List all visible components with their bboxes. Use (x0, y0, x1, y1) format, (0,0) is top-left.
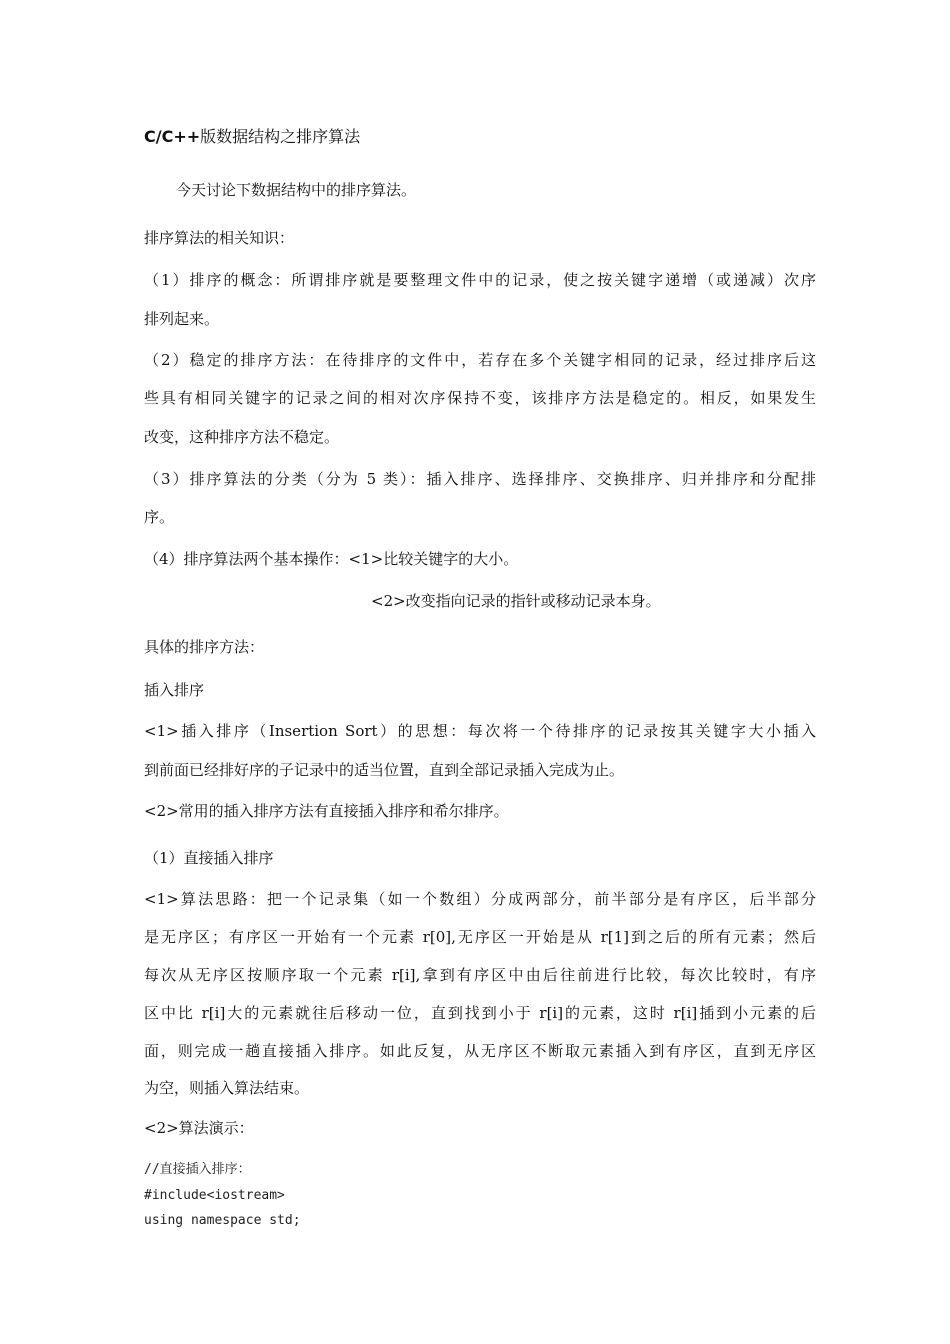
direct-idea-line-5: 面，则完成一趟直接插入排序。如此反复，从无序区不断取元素插入到有序区，直到无序区 (144, 1042, 816, 1060)
point-3-line-1: （3）排序算法的分类（分为 5 类）：插入排序、选择排序、交换排序、归并排序和分配排 (144, 470, 816, 488)
insertion-common: <2>常用的插入排序方法有直接插入排序和希尔排序。 (144, 802, 509, 820)
title-latin: C/C++ (144, 127, 201, 146)
insertion-idea-line-1: <1>插入排序（Insertion Sort）的思想：每次将一个待排序的记录按其关键字大小插入 (144, 722, 816, 740)
direct-idea-line-6: 为空，则插入算法结束。 (144, 1079, 310, 1097)
demo-heading: <2>算法演示： (144, 1119, 254, 1137)
point-1-line-2: 排列起来。 (144, 310, 220, 328)
direct-idea-line-3: 每次从无序区按顺序取一个元素 r[i],拿到有序区中由后往前进行比较，每次比较时，有序 (144, 966, 816, 984)
code-line-2: #include<iostream> (144, 1188, 285, 1203)
intro-paragraph: 今天讨论下数据结构中的排序算法。 (176, 181, 417, 199)
direct-insertion-heading: （1）直接插入排序 (144, 849, 274, 867)
knowledge-heading: 排序算法的相关知识： (144, 229, 295, 247)
code-line-1: //直接插入排序： (144, 1162, 251, 1177)
document-title (144, 126, 360, 148)
point-2-line-3: 改变，这种排序方法不稳定。 (144, 428, 340, 446)
code-line-3: using namespace std; (144, 1213, 301, 1228)
point-4-line-2: <2>改变指向记录的指针或移动记录本身。 (371, 592, 661, 610)
direct-idea-line-1: <1>算法思路：把一个记录集（如一个数组）分成两部分，前半部分是有序区，后半部分 (144, 890, 816, 908)
point-2-line-1: （2）稳定的排序方法：在待排序的文件中，若存在多个关键字相同的记录，经过排序后这 (144, 351, 816, 369)
point-1-line-1: （1）排序的概念：所谓排序就是要整理文件中的记录，使之按关键字递增（或递减）次序 (144, 271, 816, 289)
point-2-line-2: 些具有相同关键字的记录之间的相对次序保持不变，该排序方法是稳定的。相反，如果发生 (144, 389, 816, 407)
title-rest: 版数据结构之排序算法 (200, 127, 361, 146)
methods-heading: 具体的排序方法： (144, 638, 265, 656)
insertion-heading: 插入排序 (144, 681, 205, 699)
point-4-line-1: （4）排序算法两个基本操作：<1>比较关键字的大小。 (144, 550, 519, 568)
direct-idea-line-2: 是无序区；有序区一开始有一个元素 r[0],无序区一开始是从 r[1]到之后的所有元素；然后 (144, 928, 816, 946)
point-3-line-2: 序。 (144, 508, 175, 526)
direct-idea-line-4: 区中比 r[i]大的元素就往后移动一位，直到找到小于 r[i]的元素，这时 r[i]插到小元素的后 (144, 1004, 816, 1022)
insertion-idea-line-2: 到前面已经排好序的子记录中的适当位置，直到全部记录插入完成为止。 (144, 761, 625, 779)
